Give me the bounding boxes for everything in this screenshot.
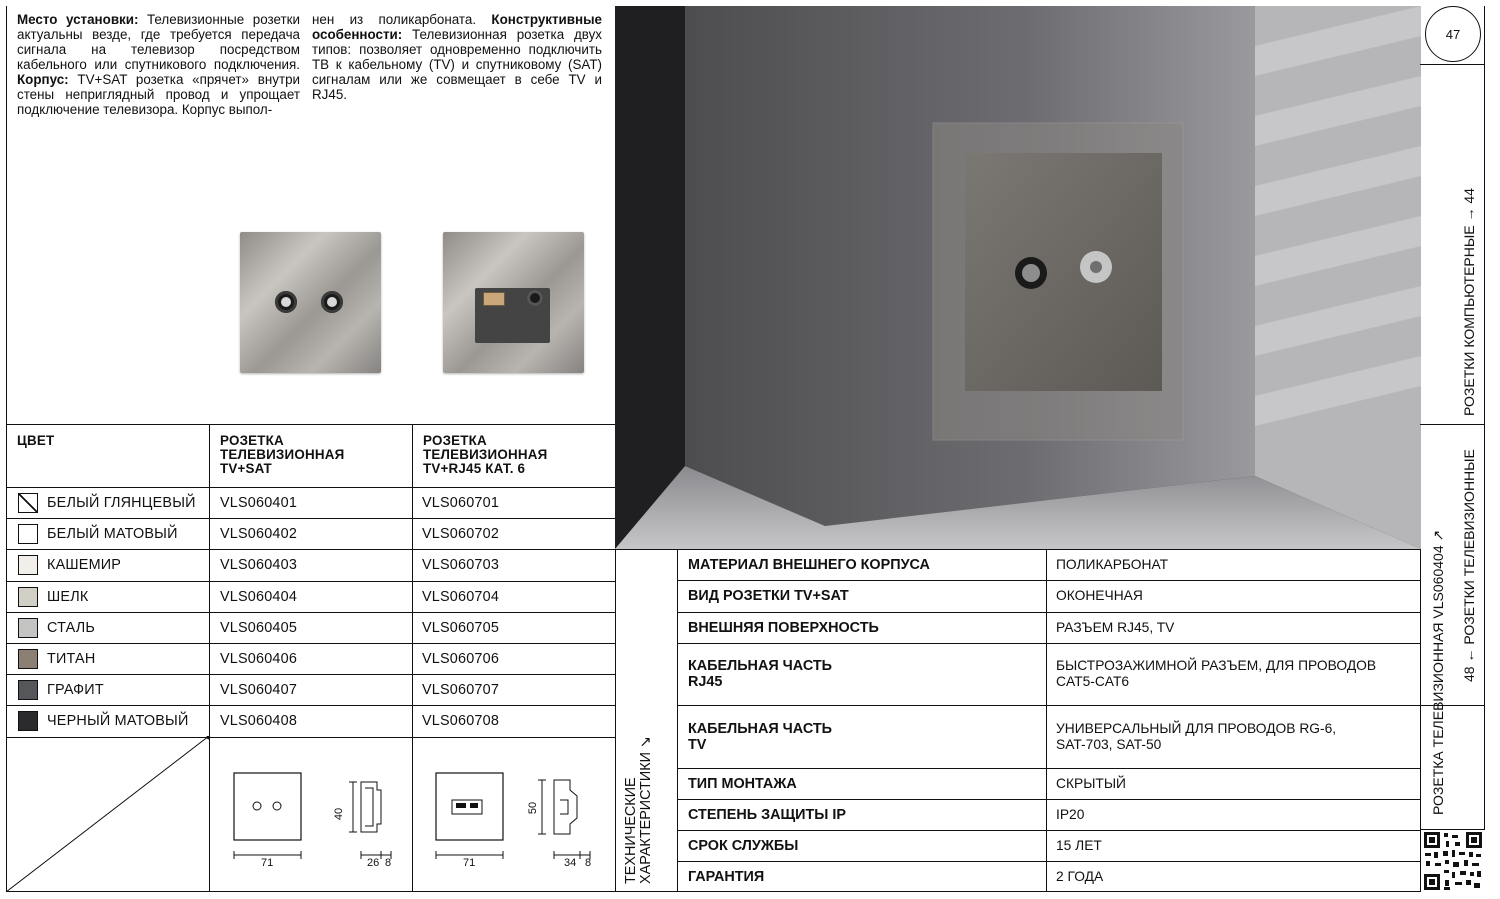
frame-bottom xyxy=(6,891,1420,892)
intro-location-title: Место установки: xyxy=(17,12,139,27)
article-tv-sat: VLS060405 xyxy=(220,620,298,636)
spec-label: ВНЕШНЯЯ ПОВЕРХНОСТЬ xyxy=(688,620,879,636)
color-name: БЕЛЫЙ ГЛЯНЦЕВЫЙ xyxy=(47,495,196,511)
spec-row-line xyxy=(677,612,1420,613)
spec-label: КАБЕЛЬНАЯ ЧАСТЬ RJ45 xyxy=(688,658,832,690)
spec-value: БЫСТРОЗАЖИМНОЙ РАЗЪЕМ, ДЛЯ ПРОВОДОВ CAT5-CAT6 xyxy=(1056,658,1377,689)
color-swatch xyxy=(18,649,38,669)
dim-tvsat-depth: 26 xyxy=(367,857,380,869)
spec-label: КАБЕЛЬНАЯ ЧАСТЬ TV xyxy=(688,721,832,753)
intro-body-text: TV+SAT розетка «прячет» внутри стены неприглядный провод и упрощает подключение телевизора. Корпус выпол- xyxy=(17,72,300,117)
table-row-line xyxy=(6,612,615,613)
article-tv-rj45: VLS060702 xyxy=(422,526,500,542)
drawing-tv-hole xyxy=(253,802,261,810)
dim-tvrj-depth2: 8 xyxy=(585,857,592,869)
spec-value: СКРЫТЫЙ xyxy=(1056,776,1126,791)
dim-tvrj-height: 50 xyxy=(527,801,540,815)
article-tv-sat: VLS060404 xyxy=(220,589,298,605)
spec-label: ТИП МОНТАЖА xyxy=(688,776,797,792)
article-tv-rj45: VLS060701 xyxy=(422,495,500,511)
table-row-line xyxy=(6,487,615,488)
spec-label: СРОК СЛУЖБЫ xyxy=(688,838,799,854)
product-photo-tv-sat xyxy=(240,232,381,373)
table-top-line xyxy=(6,424,615,425)
dim-tvsat-width: 71 xyxy=(261,857,274,869)
socket-plate xyxy=(965,153,1162,391)
drawing-tv-rj45 xyxy=(427,760,607,875)
rj45-port-icon xyxy=(483,292,505,306)
intro-design-title: Конструктивные особенности: xyxy=(312,12,602,42)
nav-next-link[interactable]: РОЗЕТКИ КОМПЬЮТЕРНЫЕ → 44 xyxy=(1461,188,1477,416)
article-tv-sat: VLS060403 xyxy=(220,557,298,573)
scene-render xyxy=(615,6,1421,549)
article-tv-rj45: VLS060703 xyxy=(422,557,500,573)
color-swatch xyxy=(18,618,38,638)
color-swatch xyxy=(18,587,38,607)
color-swatch xyxy=(18,680,38,700)
drawing-side-profile xyxy=(554,780,577,834)
color-name: ЧЕРНЫЙ МАТОВЫЙ xyxy=(47,713,189,729)
intro-column-1 xyxy=(17,12,300,117)
spec-value: 15 ЛЕТ xyxy=(1056,838,1102,853)
specs-col-line-2 xyxy=(1046,549,1047,892)
table-row-line xyxy=(6,705,615,706)
color-name: ТИТАН xyxy=(47,651,96,667)
color-name: СТАЛЬ xyxy=(47,620,96,636)
sidebar-product-title: РОЗЕТКА ТЕЛЕВИЗИОННАЯ VLS060404 ↗ xyxy=(1430,529,1446,815)
specs-top-line xyxy=(615,549,1420,550)
color-swatch xyxy=(18,711,38,731)
spec-row-line xyxy=(677,705,1420,706)
dim-tvrj-width: 71 xyxy=(463,857,476,869)
product-photo-tv-rj45 xyxy=(443,232,584,373)
tv-connector-icon xyxy=(527,290,543,306)
header-tv-rj45: РОЗЕТКА ТЕЛЕВИЗИОННАЯ TV+RJ45 КАТ. 6 xyxy=(423,433,548,476)
color-name: КАШЕМИР xyxy=(47,557,122,573)
dim-tvsat-depth2: 8 xyxy=(385,857,392,869)
drawing-front-frame xyxy=(436,773,503,840)
intro-design-text: Телевизионная розетка двух типов: позволяет одновременно подключить ТВ к кабельному (TV) и спутниковому (SAT) сигналам или же совмещает в себе TV и RJ45. xyxy=(312,27,602,102)
dim-tvsat-height: 40 xyxy=(333,807,346,821)
spec-label: ГАРАНТИЯ xyxy=(688,869,765,885)
tv-connector-icon xyxy=(275,291,297,313)
article-tv-sat: VLS060406 xyxy=(220,651,298,667)
article-tv-sat: VLS060401 xyxy=(220,495,298,511)
spec-label: СТЕПЕНЬ ЗАЩИТЫ IP xyxy=(688,807,846,823)
spec-row-line xyxy=(677,643,1420,644)
spec-row-line xyxy=(677,799,1420,800)
spec-label: МАТЕРИАЛ ВНЕШНЕГО КОРПУСА xyxy=(688,557,930,573)
article-tv-sat: VLS060407 xyxy=(220,682,298,698)
spec-value: ПОЛИКАРБОНАТ xyxy=(1056,557,1169,572)
table-row-line xyxy=(6,549,615,550)
color-swatch xyxy=(18,493,38,513)
qr-code-icon[interactable] xyxy=(1422,830,1484,892)
spec-value: РАЗЪЕМ RJ45, TV xyxy=(1056,620,1175,635)
intro-body-text-cont: нен из поликарбоната. xyxy=(312,12,492,27)
spec-row-line xyxy=(677,580,1420,581)
color-swatch xyxy=(18,555,38,575)
color-name: ШЕЛК xyxy=(47,589,89,605)
spec-value: IP20 xyxy=(1056,807,1085,822)
color-name: ГРАФИТ xyxy=(47,682,104,698)
intro-location-text: Телевизионные розетки актуальны везде, где требуется передача сигнала на телевизор посредством кабельного или спутникового подключения. xyxy=(17,12,300,72)
specs-section-label: ТЕХНИЧЕСКИЕ ХАРАКТЕРИСТИКИ ↘ xyxy=(623,736,654,884)
nav-prev-link[interactable]: 48 ← РОЗЕТКИ ТЕЛЕВИЗИОННЫЕ xyxy=(1461,449,1477,682)
header-tv-sat: РОЗЕТКА ТЕЛЕВИЗИОННАЯ TV+SAT xyxy=(220,433,345,476)
spec-label: ВИД РОЗЕТКИ TV+SAT xyxy=(688,588,849,604)
article-tv-sat: VLS060402 xyxy=(220,526,298,542)
article-tv-sat: VLS060408 xyxy=(220,713,298,729)
sat-connector-icon xyxy=(321,291,343,313)
article-tv-rj45: VLS060704 xyxy=(422,589,500,605)
spec-row-line xyxy=(677,768,1420,769)
spec-value: УНИВЕРСАЛЬНЫЙ ДЛЯ ПРОВОДОВ RG-6, SAT-703, SAT-50 xyxy=(1056,721,1337,752)
color-name: БЕЛЫЙ МАТОВЫЙ xyxy=(47,526,178,542)
intro-body-title: Корпус: xyxy=(17,72,69,87)
sidebar-line-1 xyxy=(1420,64,1484,65)
article-tv-rj45: VLS060705 xyxy=(422,620,500,636)
article-tv-rj45: VLS060708 xyxy=(422,713,500,729)
frame-right xyxy=(1484,6,1485,830)
drawing-front-frame xyxy=(234,773,301,840)
spec-value: 2 ГОДА xyxy=(1056,869,1104,884)
table-col-line-2 xyxy=(412,424,413,892)
sidebar-line-2 xyxy=(1420,424,1484,425)
article-tv-rj45: VLS060706 xyxy=(422,651,500,667)
header-color: ЦВЕТ xyxy=(17,433,55,448)
table-row-line xyxy=(6,674,615,675)
dim-tvrj-depth: 34 xyxy=(564,857,577,869)
specs-col-line-1 xyxy=(677,549,678,892)
table-row-line xyxy=(6,518,615,519)
drawing-sat-hole xyxy=(273,802,281,810)
product-scene-photo xyxy=(615,6,1421,549)
drawing-side-profile xyxy=(361,782,381,832)
color-swatch xyxy=(18,524,38,544)
intro-column-2 xyxy=(312,12,602,102)
page-number: 47 xyxy=(1425,6,1481,62)
table-diagonal xyxy=(6,736,210,892)
table-row-line xyxy=(6,643,615,644)
spec-row-line xyxy=(677,861,1420,862)
article-tv-rj45: VLS060707 xyxy=(422,682,500,698)
spec-row-line xyxy=(677,830,1420,831)
spec-value: ОКОНЕЧНАЯ xyxy=(1056,588,1143,603)
table-row-line xyxy=(6,581,615,582)
